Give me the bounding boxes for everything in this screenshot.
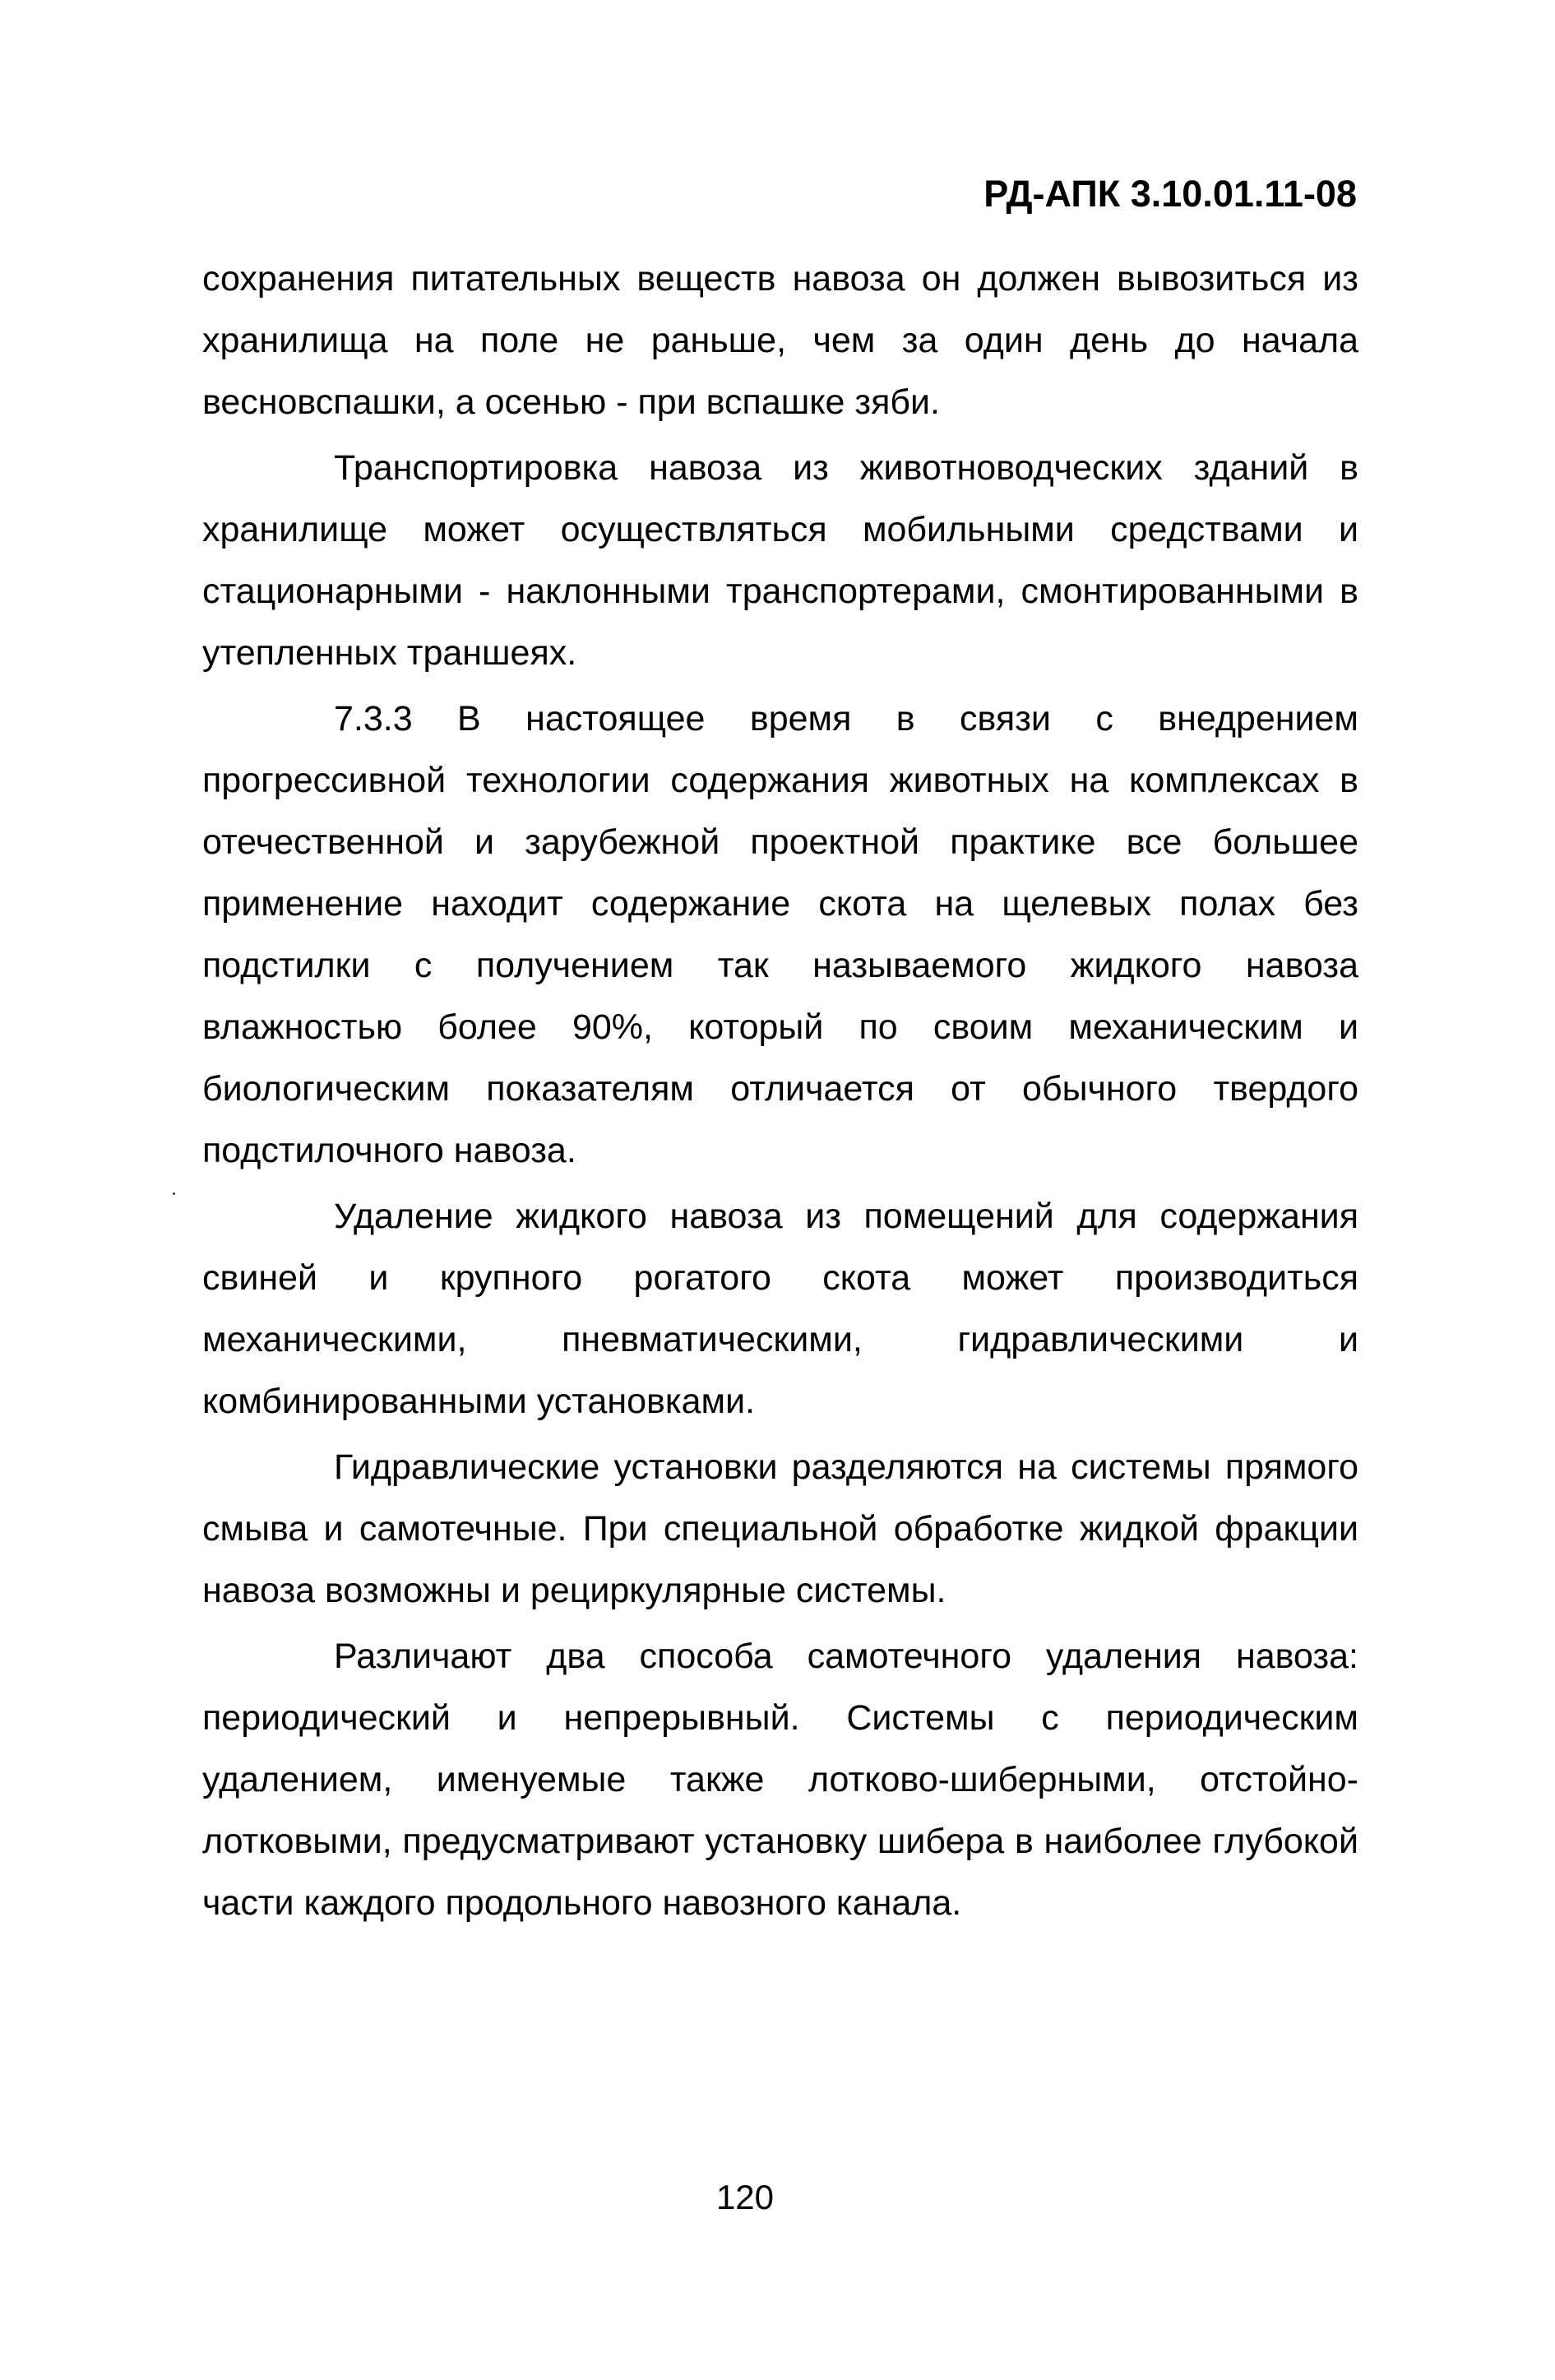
body-text bbox=[202, 248, 1358, 1934]
paragraph-transport: Транспортировка навоза из животноводческих зданий в хранилище может осуществляться мобильными средствами и стационарными - наклонными транспортерами, смонтированными в утепленных траншеях. bbox=[202, 448, 1358, 673]
document-code: РД-АПК 3.10.01.11-08 bbox=[983, 173, 1357, 215]
page-number: 120 bbox=[715, 2178, 775, 2216]
paragraph-gravity-removal: Различают два способа самотечного удаления навоза: периодический и непрерывный. Системы с периодическим удалением, именуемые также лотково-шиберными, отстойно-лотковыми, предусматривают установку шибера в наиболее глубокой части каждого продольного навозного канала. bbox=[202, 1637, 1358, 1923]
paragraph-hydraulic-systems: Гидравлические установки разделяются на системы прямого смыва и самотечные. При специальной обработке жидкой фракции навоза возможны и рециркулярные системы. bbox=[202, 1447, 1358, 1610]
paragraph-section-7-3-3: 7.3.3 В настоящее время в связи с внедрением прогрессивной технологии содержания животных на комплексах в отечественной и зарубежной проектной практике все большее применение находит содержание скота на щелевых полах без подстилки с получением так называемого жидкого навоза влажностью более 90%, который по своим механическим и биологическим показателям отличается от обычного твердого подстилочного навоза. bbox=[202, 699, 1358, 1170]
paragraph-liquid-manure-removal: Удаление жидкого навоза из помещений для содержания свиней и крупного рогатого скота может производиться механическими, пневматическими, гидравлическими и комбинированными установками. bbox=[202, 1197, 1358, 1421]
paragraph-continuation: сохранения питательных веществ навоза он должен вывозиться из хранилища на поле не раньше, чем за один день до начала весновспашки, а осенью - при вспашке зяби. bbox=[202, 259, 1358, 422]
scan-speck bbox=[173, 1192, 175, 1195]
